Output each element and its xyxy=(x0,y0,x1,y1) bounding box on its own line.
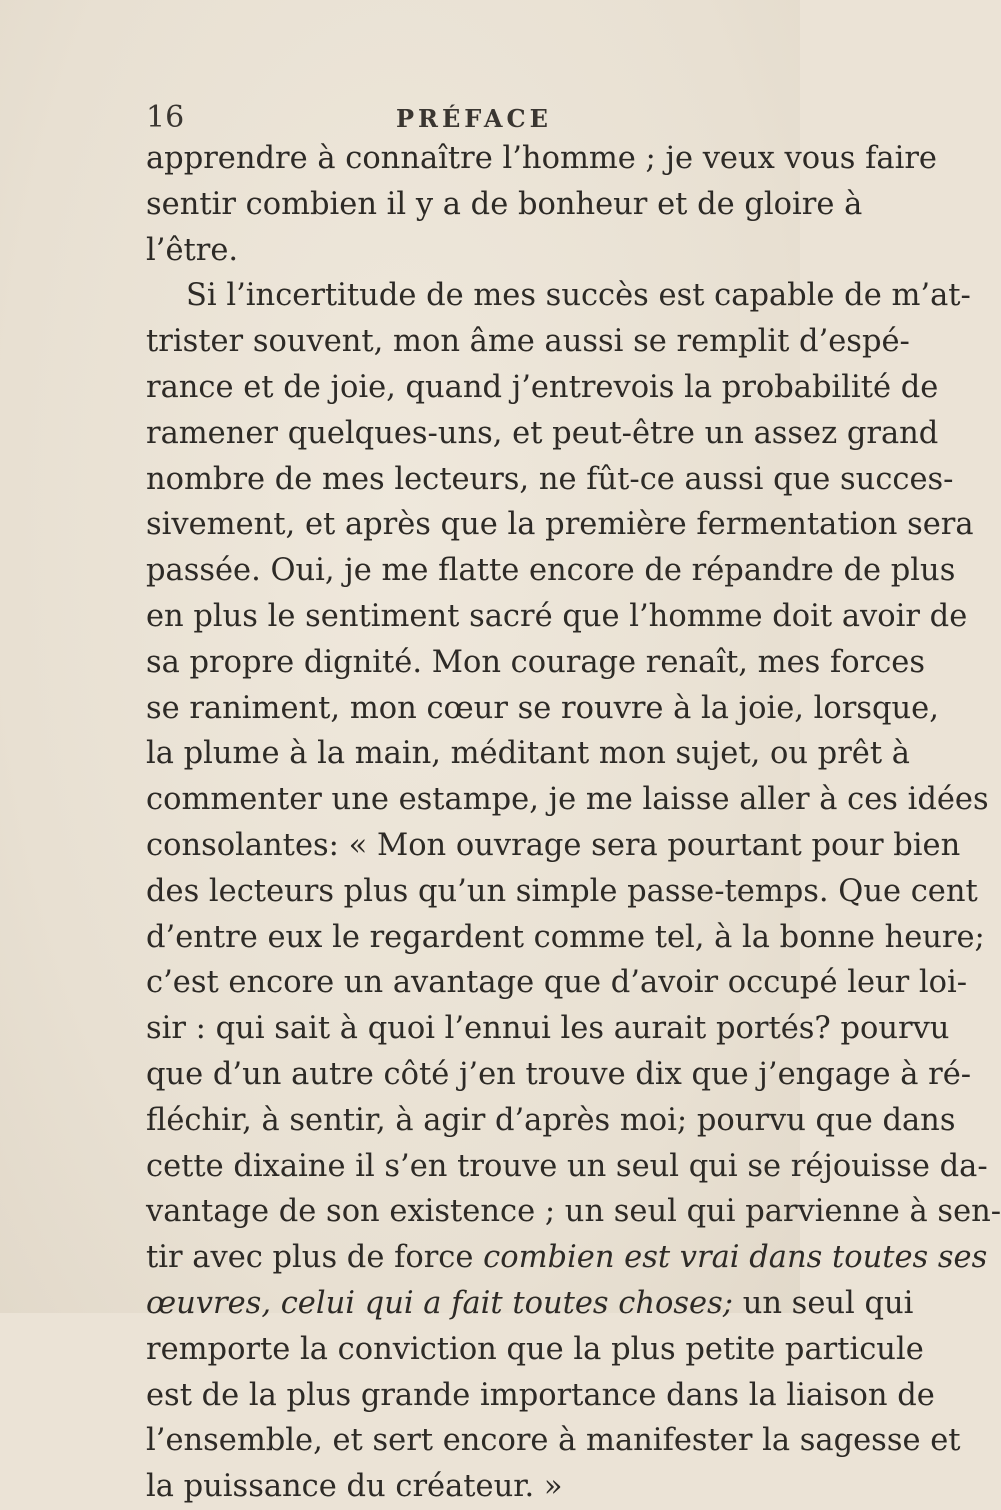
text-line: sentir combien il y a de bonheur et de gloire à xyxy=(146,186,863,222)
text-line: remporte la conviction que la plus petite particule xyxy=(146,1331,924,1367)
running-title: PRÉFACE xyxy=(396,104,552,133)
text-line-with-italic xyxy=(146,1235,988,1281)
text-line: est de la plus grande importance dans la liaison de xyxy=(146,1377,935,1413)
italic-run: combien est vrai dans toutes ses xyxy=(483,1240,988,1276)
text-line: vantage de son existence ; un seul qui parvienne à sen- xyxy=(146,1194,1001,1230)
text-line: commenter une estampe, je me laisse aller à ces idées xyxy=(146,782,989,818)
roman-run: un seul qui xyxy=(733,1285,914,1321)
text-line: sir : qui sait à quoi l’ennui les aurait portés? pourvu xyxy=(146,1011,950,1047)
text-line: consolantes: « Mon ouvrage sera pourtant pour bien xyxy=(146,827,961,863)
text-line: la plume à la main, méditant mon sujet, ou prêt à xyxy=(146,736,910,772)
text-line: l’être. xyxy=(146,232,239,268)
running-head xyxy=(146,100,746,140)
text-line: rance et de joie, quand j’entrevois la probabilité de xyxy=(146,369,939,405)
text-line: que d’un autre côté j’en trouve dix que j’engage à ré- xyxy=(146,1056,972,1092)
text-line: nombre de mes lecteurs, ne fût-ce aussi que succes- xyxy=(146,461,954,497)
text-line: la puissance du créateur. » xyxy=(146,1469,563,1505)
text-line: des lecteurs plus qu’un simple passe-temps. Que cent xyxy=(146,873,978,909)
text-line-with-italic xyxy=(146,1281,914,1327)
text-line: se raniment, mon cœur se rouvre à la joie, lorsque, xyxy=(146,690,939,726)
roman-run: tir avec plus de force xyxy=(146,1240,484,1276)
text-line: cette dixaine il s’en trouve un seul qui se réjouisse da- xyxy=(146,1148,988,1184)
body-text xyxy=(146,136,1001,1510)
text-line: d’entre eux le regardent comme tel, à la bonne heure; xyxy=(146,919,985,955)
text-line: fléchir, à sentir, à agir d’après moi; pourvu que dans xyxy=(146,1102,956,1138)
text-line: sivement, et après que la première fermentation sera xyxy=(146,507,974,543)
text-line: c’est encore un avantage que d’avoir occupé leur loi- xyxy=(146,965,968,1001)
text-line: passée. Oui, je me flatte encore de répandre de plus xyxy=(146,553,956,589)
text-line: apprendre à connaître l’homme ; je veux vous faire xyxy=(146,141,937,176)
text-line: l’ensemble, et sert encore à manifester la sagesse et xyxy=(146,1423,961,1459)
text-line: en plus le sentiment sacré que l’homme doit avoir de xyxy=(146,598,968,634)
text-line: trister souvent, mon âme aussi se remplit d’espé- xyxy=(146,324,910,360)
paragraph-start-line: Si l’incertitude de mes succès est capable de m’at- xyxy=(186,278,971,314)
italic-run: œuvres, celui qui a fait toutes choses; xyxy=(146,1285,733,1321)
text-line: ramener quelques-uns, et peut-être un assez grand xyxy=(146,415,939,451)
page-number: 16 xyxy=(146,100,185,135)
text-line: sa propre dignité. Mon courage renaît, mes forces xyxy=(146,644,925,680)
